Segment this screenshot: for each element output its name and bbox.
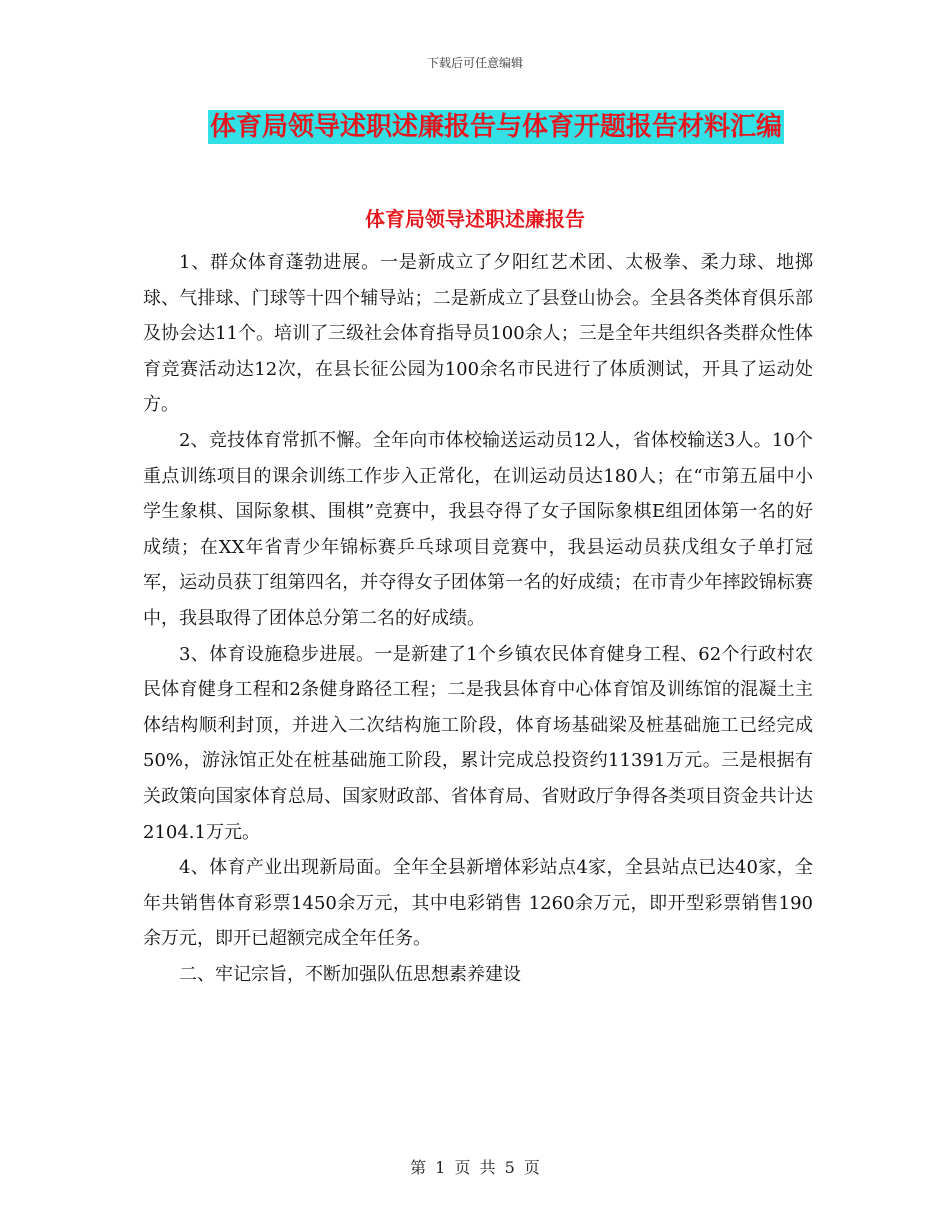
paragraph-4: 4、体育产业出现新局面。全年全县新增体彩站点4家，全县站点已达40家，全年共销售体育彩票1450余万元，其中电彩销售 1260余万元，即开型彩票销售190余万元，即开已超额完成全年任务。	[143, 857, 813, 950]
paragraph-1: 1、群众体育蓬勃进展。一是新成立了夕阳红艺术团、太极拳、柔力球、地掷球、气排球、门球等十四个辅导站；二是新成立了县登山协会。全县各类体育俱乐部及协会达11个。培训了三级社会体育指导员100余人；三是全年共组织各类群众性体育竞赛活动达12次，在县长征公园为100余名市民进行了体质测试，开具了运动处方。	[143, 252, 813, 416]
paragraph-3: 3、体育设施稳步进展。一是新建了1个乡镇农民体育健身工程、62个行政村农民体育健身工程和2条健身路径工程；二是我县体育中心体育馆及训练馆的混凝土主体结构顺利封顶，并进入二次结构施工阶段，体育场基础梁及桩基础施工已经完成50%，游泳馆正处在桩基础施工阶段，累计完成总投资约11391万元。三是根据有关政策向国家体育总局、国家财政部、省体育局、省财政厅争得各类项目资金共计达2104.1万元。	[143, 643, 813, 843]
document-body	[143, 245, 813, 992]
paragraph-5: 二、牢记宗旨，不断加强队伍思想素养建设	[179, 963, 521, 985]
paragraph-2: 2、竞技体育常抓不懈。全年向市体校输送运动员12人，省体校输送3人。10个重点训练项目的课余训练工作步入正常化，在训运动员达180人；在“市第五届中小学生象棋、国际象棋、围棋”竞赛中，我县夺得了女子国际象棋E组团体第一名的好成绩；在XX年省青少年锦标赛乒乓球项目竞赛中，我县运动员获戊组女子单打冠军，运动员获丁组第四名，并夺得女子团体第一名的好成绩；在市青少年摔跤锦标赛中，我县取得了团体总分第二名的好成绩。	[143, 429, 813, 629]
header-note: 下载后可任意编辑	[426, 56, 523, 70]
section-title: 体育局领导述职述廉报告	[365, 207, 585, 231]
page-footer: 第 1 页 共 5 页	[410, 1158, 540, 1177]
document-title: 体育局领导述职述廉报告与体育开题报告材料汇编	[210, 112, 783, 142]
